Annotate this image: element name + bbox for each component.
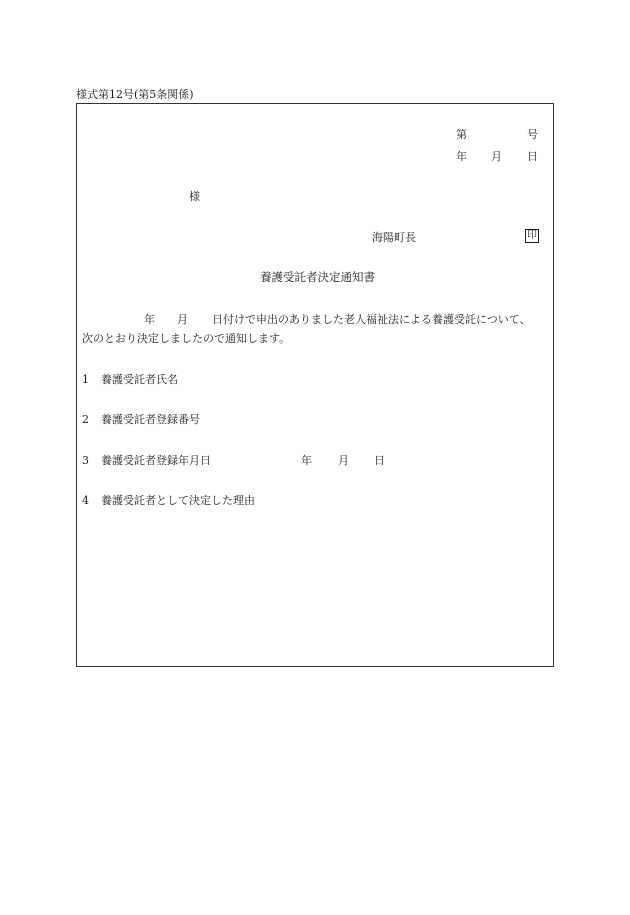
body-line-2: 次のとおり決定しましたので通知します。 [82, 332, 291, 345]
date-year: 年 [456, 150, 467, 163]
item-2-number: 2 [82, 413, 89, 426]
item-3-year: 年 [301, 454, 312, 467]
body-line-1: 日付けで申出のありました老人福祉法による養護受託について、 [212, 313, 531, 326]
document-title: 養護受託者決定通知書 [260, 270, 375, 284]
item-4-label: 養護受託者として決定した理由 [101, 494, 255, 507]
number-prefix: 第 [456, 128, 467, 141]
item-3-label: 養護受託者登録年月日 [101, 454, 211, 467]
body-month: 月 [177, 313, 188, 326]
item-4-number: 4 [82, 494, 89, 507]
item-3-number: 3 [82, 454, 89, 467]
addressee-honorific: 様 [189, 190, 200, 203]
date-month: 月 [491, 150, 502, 163]
issuer-name: 海陽町長 [372, 231, 416, 244]
item-3-month: 月 [338, 454, 349, 467]
number-suffix: 号 [527, 128, 538, 141]
form-label: 様式第12号(第5条関係) [76, 88, 194, 101]
item-1-label: 養護受託者氏名 [101, 373, 178, 386]
seal-stamp: 印 [527, 230, 537, 241]
item-2-label: 養護受託者登録番号 [101, 413, 200, 426]
item-1-number: 1 [82, 373, 89, 386]
date-day: 日 [527, 150, 538, 163]
item-3-day: 日 [374, 454, 385, 467]
body-year: 年 [144, 313, 155, 326]
